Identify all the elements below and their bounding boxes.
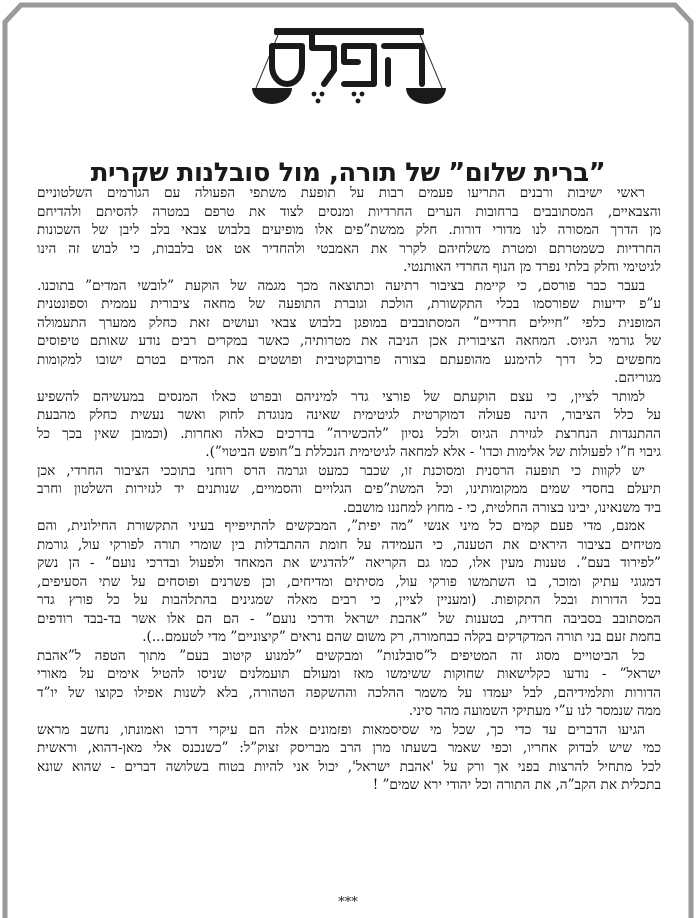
paragraph-line: על כלל הציבור, הינה פעולה דמוקרטית לגיטימית שאינה מנוגדת לחוק ואשר נעשית כחלק מהבעת bbox=[37, 407, 661, 423]
paragraph-line: מטיחים בציבור היראים את הטענה, כי העמידה על חומת ההתבדלות בין שומרי תורה לפורקי עול, גורמת bbox=[37, 536, 661, 553]
paragraph-line: גיבוי ח”ו לפעולות של אלימות וכדו' - אלא למחאה לגיטימית הנכללת ב”חופש הביטוי”). bbox=[205, 444, 661, 460]
section-separator: *** bbox=[338, 895, 358, 910]
article-body bbox=[37, 184, 661, 795]
paragraph-line: ”לפירוד בעם”. טענות מעין אלו, כמו גם הקריאה ”להדגיש את המאחד ולפעול ובדרכי נועם” - הן נשק bbox=[37, 555, 661, 571]
paragraph-line: מחפשים כל דרך להימנע מהופעתם בצורה פרובוקטיבית ופושטים את המדים בטרם ישובו למקומות bbox=[37, 351, 661, 368]
paragraph-line: החרדיות כשמטרתם ומטרת משלחיהם לקרר את האמבטי ולהחדיר אט אט בלבבות, כי לבוש זה הינו bbox=[37, 240, 661, 257]
article-paragraph bbox=[37, 462, 661, 518]
paragraph-line: ישראל” - נודעו כקלישאות שחוקות ששימשו מאז ומעולם תועמלנים שניסו להטיל אימים על מאורי bbox=[37, 666, 661, 682]
paragraph-line: ע”פ ידיעות שפורסמו בכלי התקשורת, הולכת וגוברת התופעה של מחאה ציבורית עממית וספונטנית bbox=[37, 296, 661, 312]
paragraph-line: כל הביטויים מסוג זה המטיפים ל”סובלנות” ומבקשים ”למנוע קיטוב בעם” מתוך הטפה ל”אהבת bbox=[37, 647, 645, 664]
paragraph-line: בתכלית את הקב”ה, את התורה וכל יהודי ירא שמים” ! bbox=[372, 777, 661, 793]
paragraph-line: המופנית כלפי ”חיילים חרדיים” המסתובבים במופגן בלבוש צבאי ועושים זאת כחלק ממערך התעמולה bbox=[37, 314, 661, 331]
paragraph-line: תיעלם בחסדי שמים ממקומותינו, וכל המשת”פים הגלויים והסמויים, שנותנים יד לגזירות השלטון וחרב bbox=[37, 481, 661, 497]
paragraph-line: ביד משנאינו, יבינו בצורה החלטית, כי - מחוץ למחננו מושבם. bbox=[342, 499, 661, 516]
article-headline: ”ברית שלום” של תורה, מול סובלנות שקרית bbox=[90, 158, 606, 189]
masthead-logo bbox=[252, 26, 446, 114]
article-paragraph bbox=[37, 184, 661, 277]
article-paragraph bbox=[37, 277, 661, 388]
paragraph-line: והצבאיים, המסתובבים ברחובות הערים החרדיות ומנסים לצוד את טרפם במטרה להסיתם ולהדיחם bbox=[37, 203, 661, 220]
paragraph-line: בכל הדורות ובכל התקופות. (ומעניין לציין, כי רבים מאלה שמגינים בהתלהבות על כל פורץ גדר bbox=[37, 592, 661, 608]
paragraph-line: יש לקוות כי תופעה הרסנית ומסוכנת זו, שכבר כמעט וגרמה הרס רוחני בתוככי הציבור החרדי, אכן bbox=[37, 462, 645, 479]
paragraph-line: ראשי ישיבות ורבנים התריעו פעמים רבות על תופעת משתפי הפעולה עם הגורמים השלטוניים bbox=[37, 185, 645, 201]
paragraph-line: למותר לציין, כי עצם הוקעתם של פורצי גדר למיניהם ובפרט כאלו המנסים במעשיהם להשפיע bbox=[37, 388, 645, 405]
paragraph-line: לגיטימי וחלק בלתי נפרד מן הנוף החרדי האותנטי. bbox=[403, 259, 661, 275]
paragraph-line: המסתובב בסביבה חרדית, בטענות של ”אהבת ישראל ודרכי נועם” - הם הם אלו אשר בד-בבד רודפים bbox=[37, 610, 661, 627]
paragraph-line: ההתנגדות הנחרצת לגזירת הגיוס ולכל נסיון ”להכשירה” בדרכים כאלה ואחרות. (וכמובן שאין בכך כל bbox=[37, 425, 661, 442]
paragraph-line: מן הדרך המסורה לנו מדורי דורות. חלק ממשת”פים אלו מופיעים בלבוש צבאי בלב ליבן של השכונות bbox=[37, 222, 661, 238]
article-paragraph bbox=[37, 388, 661, 462]
paragraph-line: בחמת זעם בני תורה המדקדקים בקלה כבחמורה, רק משום שהם נראים ”קיצוניים” מדי לטעמם...). bbox=[142, 629, 661, 645]
paragraph-line: הגיעו הדברים עד כדי כך, שכל מי שסיסמאות ופזמונים אלה הם עיקרי דרכו ואמונתו, נחשב מראש bbox=[37, 721, 645, 738]
paragraph-line: ממה שנמסר לנו ע”י מעתיקי השמועה מהר סיני. bbox=[408, 703, 661, 719]
paragraph-line: מגוריהם. bbox=[614, 370, 661, 386]
paragraph-line: אמנם, מדי פעם קמים כל מיני אנשי ”מה יפית”, המבקשים להתייפייף בעיני התקשורת החילונית, והם bbox=[37, 518, 645, 534]
paragraph-line: הדורות ותלמידיהם, לבל יעמדו על משמר ההלכה וההשקפה הטהורה, בלא לשנות אפילו כקוצו של יו”ד bbox=[37, 684, 661, 701]
paragraph-line: כמי שיש לבדוק אחריו, וכפי שאמר בשעתו מרן הרב מבריסק זצוק”ל: ”כשנכנס אלי מאן-דהוא, וראשית bbox=[37, 740, 661, 756]
paragraph-line: לכל מתחיל להרצות בפני אך ורק על 'אהבת ישראל', יכול אני להיות בטוח בשלושה דברים - שהוא שונא bbox=[37, 758, 661, 775]
article-paragraph bbox=[37, 647, 661, 721]
paragraph-line: בעבר כבר פורסם, כי קיימת בציבור רתיעה וכתוצאה מכך מגמה של הוקעת ”לובשי המדים” בתוכנו. bbox=[37, 277, 645, 294]
paragraph-line: דמגוגי עתיק ומוכר, בו השתמשו פורקי עול, מסיתים ומדיחים, וכן פשרנים ופוסחים על שתי הסעיפים, bbox=[37, 573, 661, 590]
paragraph-line: של גורמי הגיוס. המחאה הציבורית אכן הניבה את מטרותיה, כאשר במקרים רבים נודע שאותם טיפוסים bbox=[37, 333, 661, 349]
article-paragraph bbox=[37, 721, 661, 795]
scales-logo-icon bbox=[252, 26, 446, 114]
article-paragraph bbox=[37, 517, 661, 647]
